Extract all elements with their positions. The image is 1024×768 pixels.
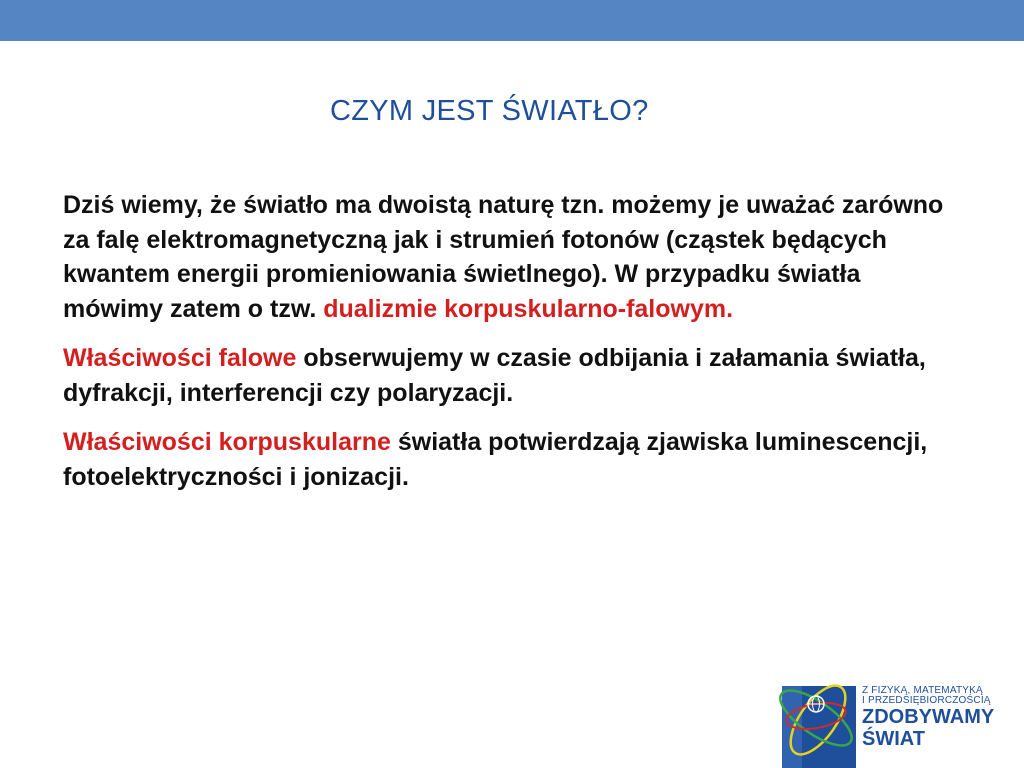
paragraph-2-text: obserwujemy w czasie odbijania i załamania światła, dyfrakcji, interferencji czy polaryzacji. <box>63 344 926 407</box>
paragraph-3-highlight: Właściwości korpuskularne <box>63 428 391 456</box>
paragraph-2-highlight: Właściwości falowe <box>63 344 297 372</box>
logo-line-3: ZDOBYWAMY <box>862 706 995 728</box>
logo-line-4: ŚWIAT <box>862 728 925 750</box>
paragraph-1-text: Dziś wiemy, że światło ma dwoistą naturę tzn. możemy je uważać zarówno za falę elektromagnetyczną jak i strumień fotonów (cząstek będących kwantem energii promieniowania świetlnego). W przypadku światła mówimy zatem o tzw. <box>63 191 944 323</box>
paragraph-2 <box>63 341 963 410</box>
logo-line-1: Z FIZYKĄ, MATEMATYKĄ <box>862 685 983 696</box>
paragraph-3-text: światła potwierdzają zjawiska luminescencji, fotoelektryczności i jonizacji. <box>63 428 928 491</box>
logo-line-2: I PRZEDSIĘBIORCZOŚCIĄ <box>862 695 991 706</box>
paragraph-1-highlight: dualizmie korpuskularno-falowym. <box>323 294 734 323</box>
paragraph-3 <box>63 425 963 494</box>
slide-body <box>63 188 963 509</box>
top-bar <box>0 0 1024 41</box>
paragraph-1 <box>63 188 963 326</box>
logo-text <box>862 686 994 750</box>
slide-title: CZYM JEST ŚWIATŁO? <box>330 95 649 127</box>
